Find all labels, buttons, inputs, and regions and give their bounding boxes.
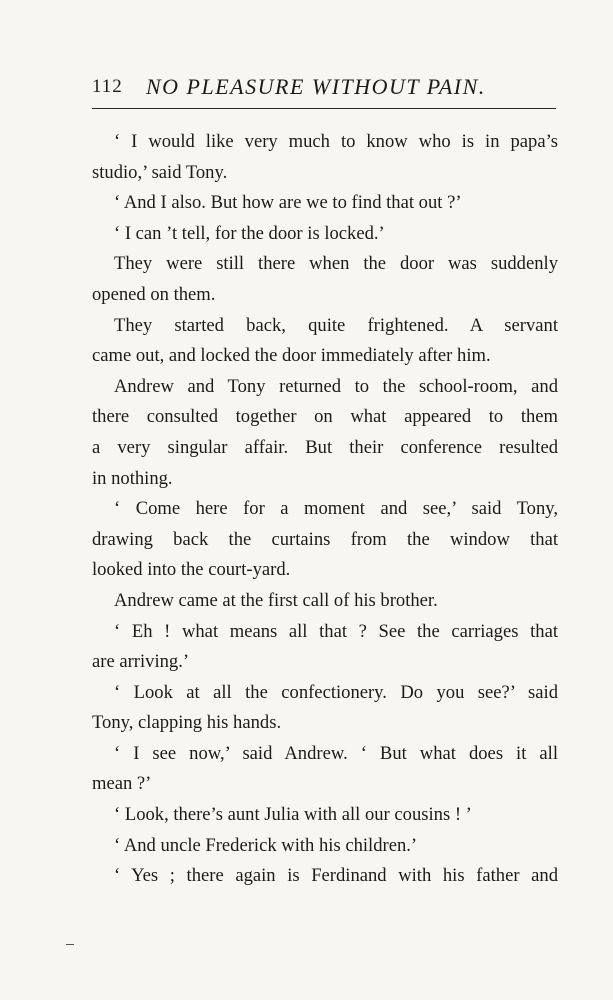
- body-text: [92, 127, 558, 892]
- text-line: They were still there when the door was suddenly: [114, 253, 558, 275]
- text-line: ‘ I can ’t tell, for the door is locked.’: [114, 222, 385, 244]
- running-title: NO PLEASURE WITHOUT PAIN.: [146, 74, 486, 99]
- text-line: Tony, clapping his hands.: [92, 712, 282, 734]
- page-header: [92, 70, 556, 100]
- text-line: in nothing.: [92, 467, 173, 489]
- text-line: ‘ Look at all the confectionery. Do you see?’ said: [114, 681, 558, 703]
- text-line: ‘ And I also. But how are we to find that out ?’: [114, 192, 462, 214]
- text-line: They started back, quite frightened. A servant: [114, 314, 558, 336]
- text-line: Andrew came at the first call of his brother.: [114, 589, 438, 611]
- text-line: Andrew and Tony returned to the school-room, and: [114, 375, 558, 397]
- text-line: ‘ Eh ! what means all that ? See the carriages that: [114, 620, 558, 642]
- margin-mark: [66, 944, 74, 945]
- text-line: mean ?’: [92, 773, 152, 795]
- page-number: 112: [92, 76, 123, 97]
- text-line: are arriving.’: [92, 651, 190, 673]
- text-line: ‘ Yes ; there again is Ferdinand with his father and: [114, 865, 558, 887]
- text-line: there consulted together on what appeared to them: [92, 406, 558, 428]
- text-line: ‘ Come here for a moment and see,’ said Tony,: [114, 498, 558, 520]
- text-line: ‘ I see now,’ said Andrew. ‘ But what does it all: [114, 742, 558, 764]
- text-line: opened on them.: [92, 283, 216, 305]
- text-line: a very singular affair. But their conference resulted: [92, 436, 558, 458]
- text-line: ‘ Look, there’s aunt Julia with all our cousins ! ’: [114, 804, 472, 826]
- text-line: ‘ And uncle Frederick with his children.’: [114, 834, 418, 856]
- text-line: ‘ I would like very much to know who is in papa’s: [114, 131, 558, 152]
- text-line: came out, and locked the door immediately after him.: [92, 345, 491, 367]
- text-line: drawing back the curtains from the window that: [92, 528, 558, 550]
- text-line: looked into the court-yard.: [92, 559, 291, 581]
- text-line: studio,’ said Tony.: [92, 161, 228, 183]
- header-rule: [92, 108, 556, 109]
